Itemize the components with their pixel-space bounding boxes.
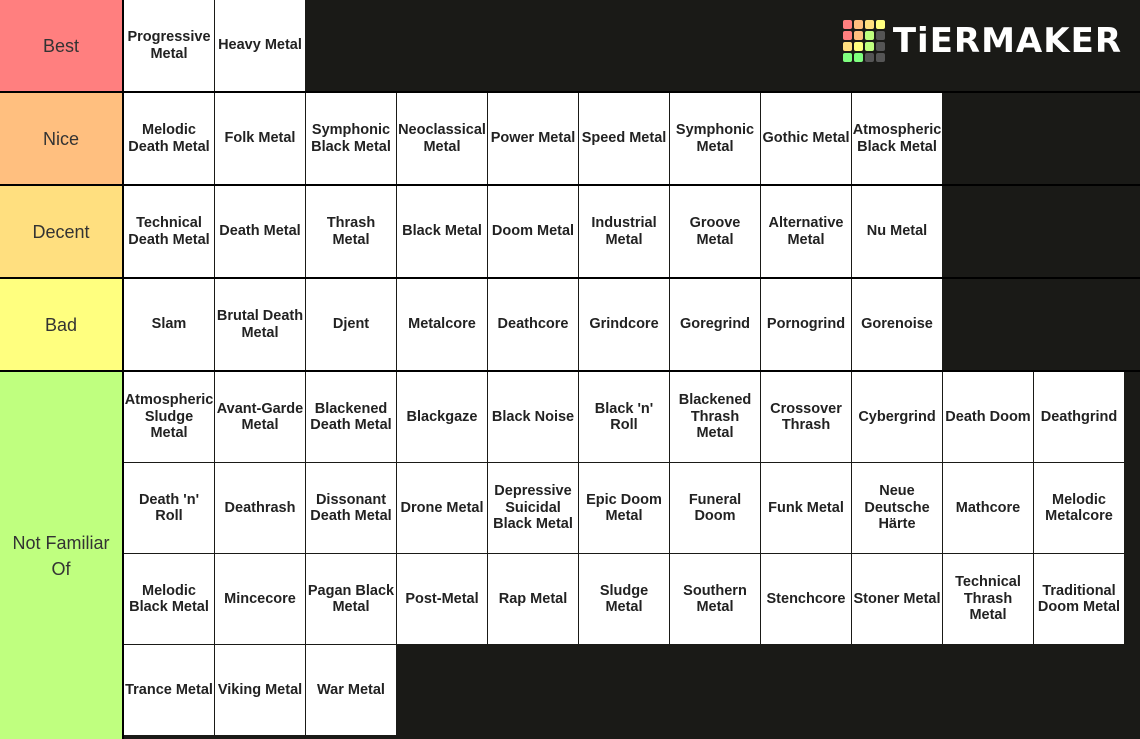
tier-item[interactable]: War Metal [306, 645, 396, 735]
logo-grid-cell [876, 42, 885, 51]
logo-grid-cell [865, 31, 874, 40]
tier-item[interactable]: Deathgrind [1034, 372, 1124, 462]
tier-item[interactable]: Black Noise [488, 372, 578, 462]
logo-grid-cell [865, 53, 874, 62]
tier-item[interactable]: Rap Metal [488, 554, 578, 644]
tier-item[interactable]: Grindcore [579, 279, 669, 370]
tier-row-nice [0, 93, 1140, 186]
tier-items-decent [124, 186, 1140, 277]
tier-item[interactable]: Gothic Metal [761, 93, 851, 184]
tier-item[interactable]: Djent [306, 279, 396, 370]
tier-item[interactable]: Deathcore [488, 279, 578, 370]
tier-item[interactable]: Death Metal [215, 186, 305, 277]
tier-item[interactable]: Atmospheric Black Metal [852, 93, 942, 184]
tier-item[interactable]: Stenchcore [761, 554, 851, 644]
tier-item[interactable]: Stoner Metal [852, 554, 942, 644]
logo-grid-cell [876, 53, 885, 62]
tier-item[interactable]: Power Metal [488, 93, 578, 184]
logo-text: TiERMAKER [892, 21, 1122, 61]
tier-item[interactable]: Symphonic Metal [670, 93, 760, 184]
tier-item[interactable]: Melodic Death Metal [124, 93, 214, 184]
tier-item[interactable]: Traditional Doom Metal [1034, 554, 1124, 644]
tier-item[interactable]: Heavy Metal [215, 0, 305, 91]
logo-grid-cell [865, 20, 874, 29]
tier-item[interactable]: Sludge Metal [579, 554, 669, 644]
tier-item[interactable]: Brutal Death Metal [215, 279, 305, 370]
tier-item[interactable]: Technical Thrash Metal [943, 554, 1033, 644]
logo-grid-icon [843, 20, 885, 62]
tier-item[interactable]: Neoclassical Metal [397, 93, 487, 184]
tier-item[interactable]: Post-Metal [397, 554, 487, 644]
tier-item[interactable]: Crossover Thrash [761, 372, 851, 462]
tier-item[interactable]: Technical Death Metal [124, 186, 214, 277]
logo-grid-cell [876, 20, 885, 29]
tier-item[interactable]: Drone Metal [397, 463, 487, 553]
tier-item[interactable]: Atmospheric Sludge Metal [124, 372, 214, 462]
tier-item[interactable]: Deathrash [215, 463, 305, 553]
tier-label-not-familiar[interactable]: Not Familiar Of [0, 372, 124, 739]
tier-item[interactable]: Groove Metal [670, 186, 760, 277]
tier-item[interactable]: Goregrind [670, 279, 760, 370]
tier-label-bad[interactable]: Bad [0, 279, 124, 370]
tier-items-nice [124, 93, 1140, 184]
tier-item[interactable]: Blackened Thrash Metal [670, 372, 760, 462]
tier-item[interactable]: Nu Metal [852, 186, 942, 277]
logo-grid-cell [865, 42, 874, 51]
logo-grid-cell [843, 53, 852, 62]
tier-item[interactable]: Progressive Metal [124, 0, 214, 91]
tier-item[interactable]: Thrash Metal [306, 186, 396, 277]
tier-item[interactable]: Mincecore [215, 554, 305, 644]
tier-row-not-familiar [0, 372, 1140, 739]
tier-label-best[interactable]: Best [0, 0, 124, 91]
tier-item[interactable]: Viking Metal [215, 645, 305, 735]
tier-items-not-familiar [124, 372, 1140, 739]
tier-item[interactable]: Symphonic Black Metal [306, 93, 396, 184]
tier-item[interactable]: Depressive Suicidal Black Metal [488, 463, 578, 553]
tier-item[interactable]: Black Metal [397, 186, 487, 277]
tier-item[interactable]: Neue Deutsche Härte [852, 463, 942, 553]
tier-row-decent [0, 186, 1140, 279]
tier-item[interactable]: Avant-Garde Metal [215, 372, 305, 462]
tier-item[interactable]: Death 'n' Roll [124, 463, 214, 553]
tier-item[interactable]: Death Doom [943, 372, 1033, 462]
tier-item[interactable]: Black 'n' Roll [579, 372, 669, 462]
logo-grid-cell [843, 42, 852, 51]
tier-item[interactable]: Slam [124, 279, 214, 370]
tier-item[interactable]: Cybergrind [852, 372, 942, 462]
tiermaker-logo [843, 20, 1122, 62]
logo-grid-cell [843, 20, 852, 29]
logo-grid-cell [854, 31, 863, 40]
tier-items-bad [124, 279, 1140, 370]
tier-item[interactable]: Blackened Death Metal [306, 372, 396, 462]
tier-item[interactable]: Doom Metal [488, 186, 578, 277]
tier-item[interactable]: Melodic Black Metal [124, 554, 214, 644]
tier-item[interactable]: Funk Metal [761, 463, 851, 553]
tier-item[interactable]: Dissonant Death Metal [306, 463, 396, 553]
tier-item[interactable]: Melodic Metalcore [1034, 463, 1124, 553]
tier-label-nice[interactable]: Nice [0, 93, 124, 184]
logo-grid-cell [854, 53, 863, 62]
tier-item[interactable]: Speed Metal [579, 93, 669, 184]
tier-item[interactable]: Funeral Doom [670, 463, 760, 553]
tier-item[interactable]: Industrial Metal [579, 186, 669, 277]
tier-label-decent[interactable]: Decent [0, 186, 124, 277]
logo-grid-cell [854, 20, 863, 29]
logo-grid-cell [843, 31, 852, 40]
tier-item[interactable]: Trance Metal [124, 645, 214, 735]
tier-item[interactable]: Mathcore [943, 463, 1033, 553]
tier-item[interactable]: Pagan Black Metal [306, 554, 396, 644]
tier-item[interactable]: Blackgaze [397, 372, 487, 462]
tier-item[interactable]: Metalcore [397, 279, 487, 370]
tier-item[interactable]: Epic Doom Metal [579, 463, 669, 553]
tier-item[interactable]: Alternative Metal [761, 186, 851, 277]
tier-item[interactable]: Pornogrind [761, 279, 851, 370]
tier-item[interactable]: Gorenoise [852, 279, 942, 370]
tier-item[interactable]: Southern Metal [670, 554, 760, 644]
logo-grid-cell [854, 42, 863, 51]
logo-grid-cell [876, 31, 885, 40]
tier-row-bad [0, 279, 1140, 372]
tier-item[interactable]: Folk Metal [215, 93, 305, 184]
